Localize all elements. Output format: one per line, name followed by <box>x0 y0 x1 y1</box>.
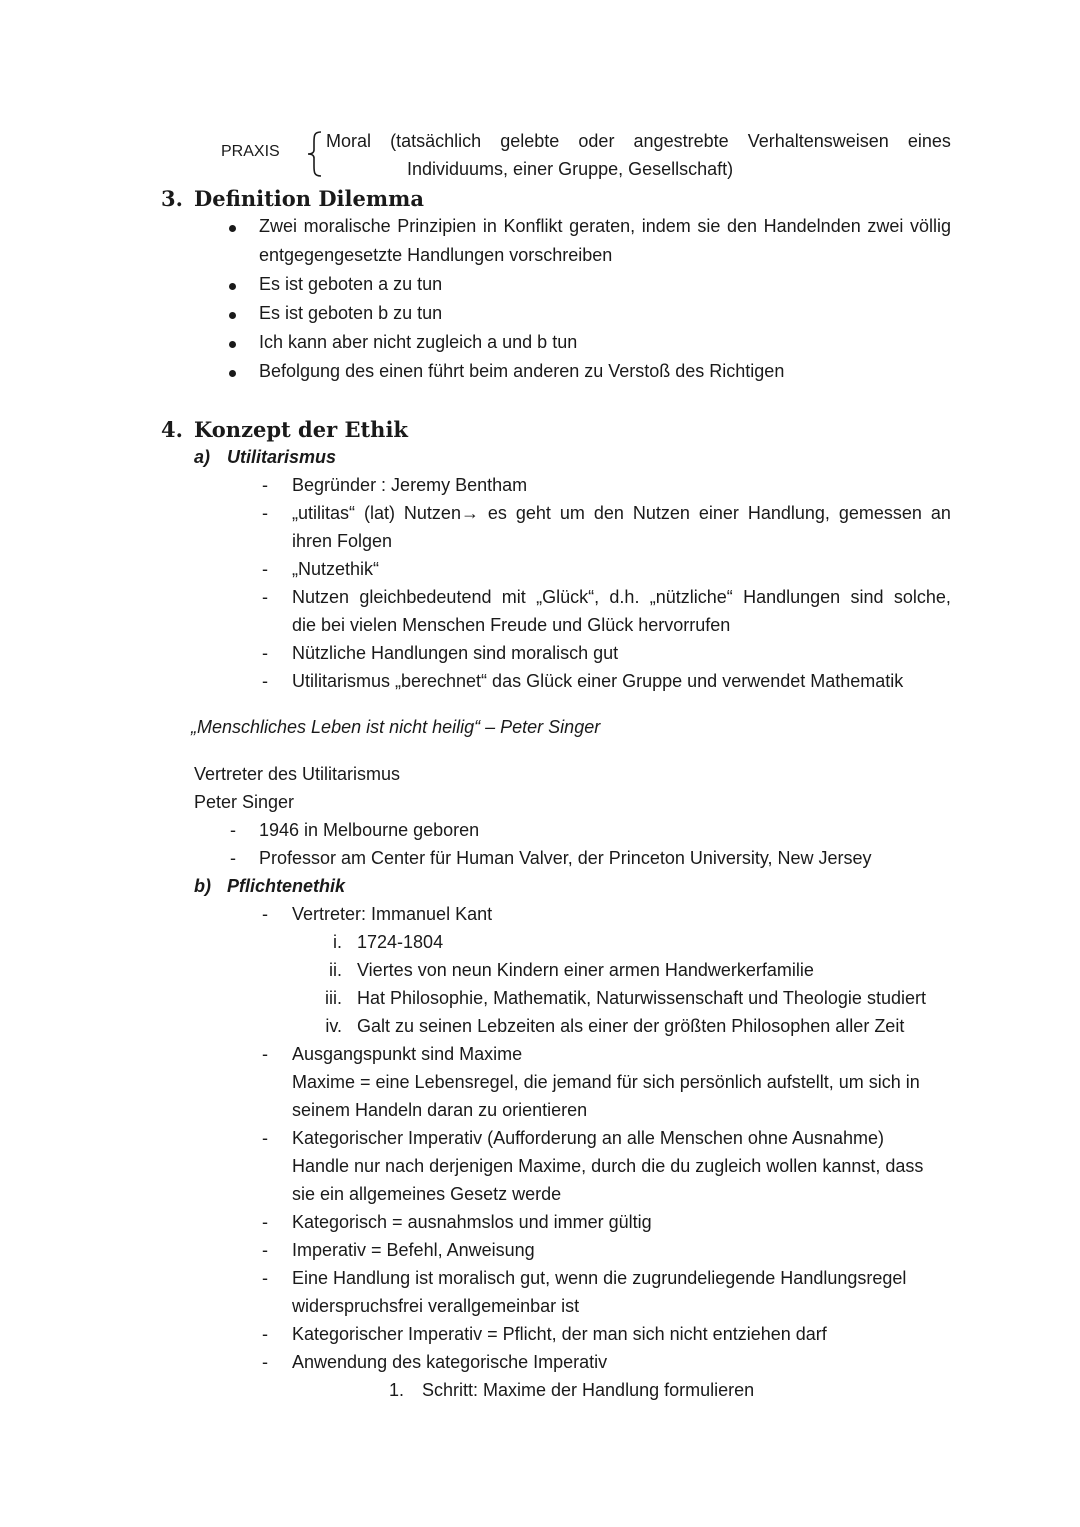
anwendung-heading: Anwendung des kategorische Imperativ <box>292 1352 608 1372</box>
kant-fact-family: Viertes von neun Kindern einer armen Handwerkerfamilie <box>357 960 814 980</box>
step-1-text: Schritt: Maxime der Handlung formulieren <box>422 1380 755 1400</box>
curly-brace-icon <box>305 130 323 178</box>
dash-icon: - <box>262 1128 268 1148</box>
word: zwei <box>867 216 904 236</box>
pflicht-def: Kategorischer Imperativ = Pflicht, der man sich nicht entziehen darf <box>292 1324 827 1344</box>
word: an <box>930 503 951 523</box>
word: eines <box>907 131 951 151</box>
word: oder <box>578 131 615 151</box>
util-item-utilitas-line2: ihren Folgen <box>292 531 393 551</box>
vertreter-heading: Vertreter des Utilitarismus <box>194 764 401 784</box>
word: einer <box>698 503 739 523</box>
word: Nutzen <box>292 587 350 607</box>
word: „nützliche“ <box>649 587 733 607</box>
singer-quote: „Menschliches Leben ist nicht heilig“ – Peter Singer <box>191 717 601 737</box>
word: den <box>727 216 758 236</box>
step-number: 1. <box>389 1380 405 1400</box>
section-4-title: Konzept der Ethik <box>194 417 408 442</box>
word: angestrebte <box>633 131 729 151</box>
kant-fact-studies: Hat Philosophie, Mathematik, Naturwissenschaft und Theologie studiert <box>357 988 926 1008</box>
dash-icon: - <box>262 671 268 691</box>
word: Moral <box>326 131 372 151</box>
word: gelebte <box>500 131 560 151</box>
bullet-icon <box>229 283 236 290</box>
singer-item-born: 1946 in Melbourne geboren <box>259 820 480 840</box>
util-item-glueck-line1 <box>292 587 951 608</box>
word: den <box>593 503 624 523</box>
ki-formula-line1: Handle nur nach derjenigen Maxime, durch die du zugleich wollen kannst, dass <box>292 1156 924 1176</box>
roman-numeral: ii. <box>329 960 342 980</box>
word: (tatsächlich <box>390 131 482 151</box>
word: völlig <box>909 216 951 236</box>
word: Verhaltensweisen <box>747 131 889 151</box>
imperativ-def: Imperativ = Befehl, Anweisung <box>292 1240 535 1260</box>
dilemma-bullet-1-line2: entgegengesetzte Handlungen vorschreiben <box>259 245 613 265</box>
word: es <box>487 503 507 523</box>
dash-icon: - <box>262 587 268 607</box>
subsection-b-title: Pflichtenethik <box>227 876 346 896</box>
kant-fact-years: 1724-1804 <box>357 932 444 952</box>
maxime-heading: Ausgangspunkt sind Maxime <box>292 1044 523 1064</box>
singer-item-professor: Professor am Center für Human Valver, der Princeton University, New Jersey <box>259 848 872 868</box>
dilemma-bullet-1-line1 <box>259 216 951 237</box>
subsection-a-title: Utilitarismus <box>227 447 337 467</box>
word: sie <box>697 216 721 236</box>
dash-icon: - <box>262 1240 268 1260</box>
util-item-glueck-line2: die bei vielen Menschen Freude und Glück hervorrufen <box>292 615 731 635</box>
dash-icon: - <box>262 503 268 523</box>
word: Prinzipien <box>397 216 477 236</box>
dash-icon: - <box>230 820 236 840</box>
dash-icon: - <box>262 559 268 579</box>
word: mit <box>501 587 526 607</box>
word: „utilitas“ <box>292 503 356 523</box>
maxime-def-line2: seinem Handeln daran zu orientieren <box>292 1100 588 1120</box>
dash-icon: - <box>262 643 268 663</box>
bullet-icon <box>229 341 236 348</box>
praxis-label: PRAXIS <box>221 143 280 160</box>
util-item-utilitas-line1 <box>292 503 951 524</box>
bullet-icon <box>229 225 236 232</box>
util-item-moralisch: Nützliche Handlungen sind moralisch gut <box>292 643 619 663</box>
word: „Glück“, <box>536 587 600 607</box>
kategorisch-def: Kategorisch = ausnahmslos und immer gültig <box>292 1212 652 1232</box>
dash-icon: - <box>230 848 236 868</box>
section-4-number: 4. <box>161 417 183 442</box>
word: Handlungen <box>743 587 841 607</box>
word: Handlung, <box>747 503 830 523</box>
word: gleichbedeutend <box>359 587 492 607</box>
word: um <box>559 503 585 523</box>
util-item-nutzethik: „Nutzethik“ <box>292 559 380 579</box>
util-item-begruender: Begründer : Jeremy Bentham <box>292 475 528 495</box>
dilemma-bullet-2: Es ist geboten a zu tun <box>259 274 443 294</box>
dash-icon: - <box>262 1044 268 1064</box>
dash-icon: - <box>262 475 268 495</box>
word: (lat) <box>363 503 395 523</box>
word: sind <box>850 587 884 607</box>
dash-icon: - <box>262 1268 268 1288</box>
roman-numeral: i. <box>333 932 342 952</box>
bullet-icon <box>229 312 236 319</box>
roman-numeral: iv. <box>325 1016 342 1036</box>
section-3-title: Definition Dilemma <box>194 186 424 211</box>
ki-heading: Kategorischer Imperativ (Aufforderung an alle Menschen ohne Ausnahme) <box>292 1128 885 1148</box>
word: Nutzen→ <box>403 503 479 523</box>
word: in <box>482 216 497 236</box>
dilemma-bullet-3: Es ist geboten b zu tun <box>259 303 443 323</box>
dash-icon: - <box>262 1212 268 1232</box>
word: solche, <box>893 587 951 607</box>
word: d.h. <box>609 587 640 607</box>
roman-numeral: iii. <box>325 988 342 1008</box>
bullet-icon <box>229 370 236 377</box>
handlung-line1: Eine Handlung ist moralisch gut, wenn die zugrundeliegende Handlungsregel <box>292 1268 907 1288</box>
vertreter-name: Peter Singer <box>194 792 295 812</box>
dash-icon: - <box>262 1324 268 1344</box>
word: geht <box>515 503 551 523</box>
kant-fact-fame: Galt zu seinen Lebzeiten als einer der größten Philosophen aller Zeit <box>357 1016 905 1036</box>
praxis-moral-line1 <box>326 131 951 152</box>
maxime-def-line1: Maxime = eine Lebensregel, die jemand für sich persönlich aufstellt, um sich in <box>292 1072 920 1092</box>
word: Nutzen <box>632 503 690 523</box>
dilemma-bullet-4: Ich kann aber nicht zugleich a und b tun <box>259 332 578 352</box>
word: gemessen <box>838 503 922 523</box>
dilemma-bullet-5: Befolgung des einen führt beim anderen zu Verstoß des Richtigen <box>259 361 785 381</box>
word: Handelnden <box>763 216 861 236</box>
subsection-b-marker: b) <box>194 876 211 896</box>
word: Konflikt <box>503 216 563 236</box>
word: moralische <box>303 216 391 236</box>
ki-formula-line2: sie ein allgemeines Gesetz werde <box>292 1184 562 1204</box>
dash-icon: - <box>262 904 268 924</box>
handlung-line2: widerspruchsfrei verallgemeinbar ist <box>292 1296 580 1316</box>
util-item-berechnet: Utilitarismus „berechnet“ das Glück einer Gruppe und verwendet Mathematik <box>292 671 904 691</box>
word: indem <box>641 216 691 236</box>
dash-icon: - <box>262 1352 268 1372</box>
word: Zwei <box>259 216 298 236</box>
word: geraten, <box>569 216 636 236</box>
subsection-a-marker: a) <box>194 447 211 467</box>
praxis-moral-line2: Individuums, einer Gruppe, Gesellschaft) <box>407 159 734 179</box>
kant-vertreter: Vertreter: Immanuel Kant <box>292 904 493 924</box>
section-3-number: 3. <box>161 186 183 211</box>
